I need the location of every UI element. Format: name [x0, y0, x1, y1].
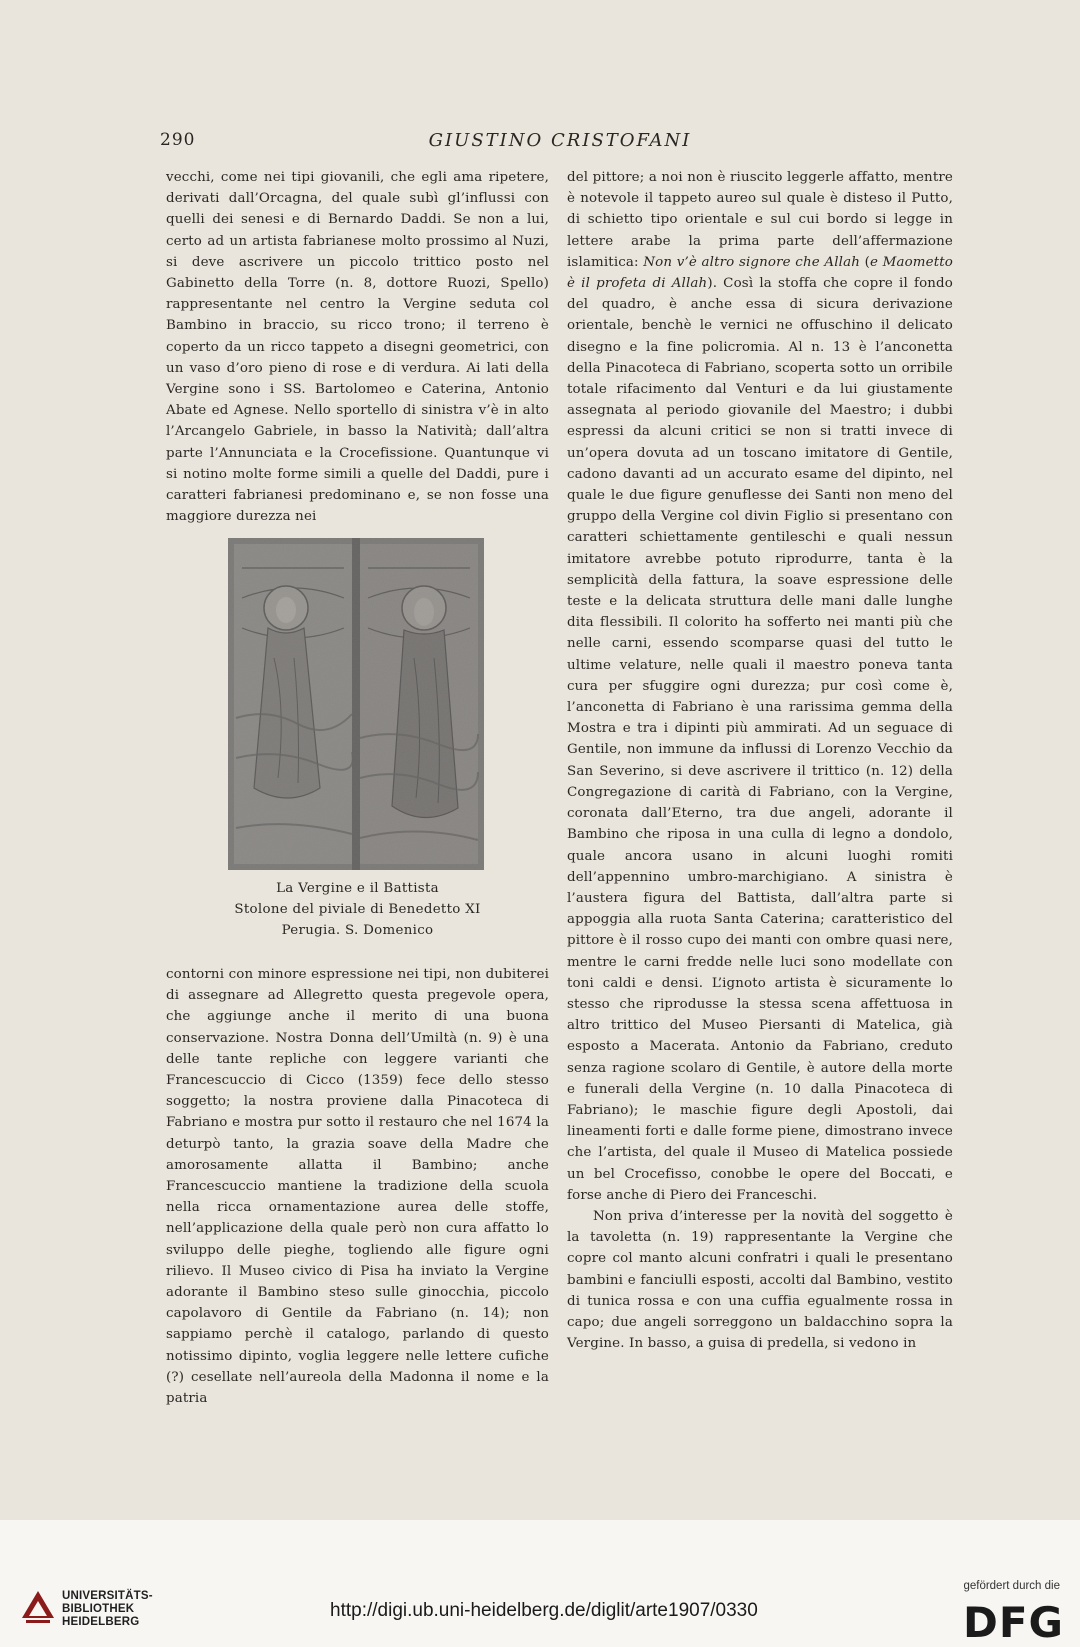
library-name [62, 1590, 153, 1629]
caption-line-title: La Vergine e il Battista [276, 881, 439, 896]
italic-quote: Non v’è altro signore che Allah [643, 254, 860, 270]
right-column [567, 167, 953, 1354]
embroidered-stole-image [228, 538, 484, 870]
dfg-logo: DFG [962, 1598, 1064, 1647]
caption-line-object: Stolone del piviale di Benedetto XI [234, 902, 481, 918]
caption-line-location: Perugia. S. Domenico [281, 923, 434, 939]
page-number: 290 [160, 130, 196, 150]
paragraph-right-2: Non priva d’interesse per la novità del soggetto è la tavoletta (n. 19) rappresentante la Vergine che copre col manto alcuni confratri i quali le presentano bambini e fanciulli esposti, accolti dal Bambino, vestito di tunica rossa e con una cuffia egualmente rossa in capo; due angeli sorreggono un baldacchino sopra la Vergine. In basso, a guisa di predella, si vedono in [567, 1208, 953, 1352]
permalink-url[interactable]: http://digi.ub.uni-heidelberg.de/diglit/arte1907/0330 [330, 1600, 758, 1621]
running-head: GIUSTINO CRISTOFANI [428, 130, 692, 151]
university-library-logo-icon [18, 1588, 58, 1628]
figure-image [228, 538, 484, 870]
digitization-footer [0, 1520, 1080, 1647]
library-name-line: BIBLIOTHEK [62, 1603, 135, 1615]
paragraph-left-top: vecchi, come nei tipi giovanili, che egli ama ripetere, derivati dall’Orcagna, del quale subì gl’influssi con quelli dei senesi e di Bernardo Daddi. Se non a lui, certo ad un artista fabrianese molto prossimo al Nuzi, si deve ascrivere un piccolo trittico posto nel Gabinetto della Torre (n. 8, dottore Ruozi, Spello) rappresentante nel centro la Vergine seduta col Bambino in braccio, su ricco trono; il terreno è coperto da un ricco tappeto a disegni geometrici, con un vaso d’oro pieno di rose e di verdura. Ai lati della Vergine sono i SS. Bartolomeo e Caterina, Antonio Abate ed Agnese. Nello sportello di sinistra v’è in alto l’Arcangelo Gabriele, in basso la Natività; dall’altra parte l’Annunciata e la Crocefissione. Quantunque vi si notino molte forme simili a quelle del Daddi, pure i caratteri fabrianesi predominano e, se non fosse una maggiore durezza nei [166, 170, 549, 525]
left-column-bottom [166, 964, 549, 1409]
text-segment: ( [859, 254, 870, 270]
page-header [160, 130, 960, 154]
text-segment: ). Così la stoffa che copre il fondo del quadro, è anche essa di sicura derivazione orientale, benchè le vernici ne offuschino il delicato disegno e la fine policromia. Al n. 13 è l’anconetta della Pinacoteca di Fabriano, scoperta sotto un orribile totale rifacimento dal Venturi e da lui giustamente assegnata al periodo giovanile del Maestro; i dubbi espressi da alcuni critici se non si tratti invece di un’opera dovuta ad un toscano imitatore di Gentile, cadono davanti ad un accurato esame del dipinto, nel quale le due figure genuflesse dei Santi non meno del gruppo della Vergine col divin Figlio si presentano con caratteri schiettamente gentileschi e quali nessun imitatore avrebbe potuto riprodurre, tanta è la semplicità della fattura, la soave espressione delle teste e la delicata struttura delle mani dalle lunghe dita flessibili. Il colorito ha sofferto nei manti più che nelle carni, essendo scomparse quasi del tutto le ultime velature, nelle quali il maestro poneva tanta cura per sfuggire ogni durezza; pur così come è, l’anconetta di Fabriano è una rarissima gemma della Mostra e tra i dipinti più ammirati. Ad un seguace di Gentile, non immune da influssi di Lorenzo Vecchio da San Severino, si deve ascrivere il trittico (n. 12) della Congregazione di carità di Fabriano, con la Vergine, coronata dall’Eterno, tra due angeli, adorante il Bambino che riposa in una culla di legno a dondolo, quale ancora usano in alcuni luoghi romiti dell’appennino umbro-marchigiano. A sinistra è l’austera figura del Battista, dall’altra parte si appoggia alla ruota Santa Caterina; caratteristico del pittore è il rosso cupo dei manti con ombre quasi nere, mentre le carni fredde nelle luci sono modellate con toni caldi e densi. L’ignoto artista è sicuramente lo stesso che riprodusse la stessa scena affettuosa in altro trittico del Museo Piersanti di Matelica, già esposto a Macerata. Antonio da Fabriano, creduto senza ragione scolaro di Gentile, è autore della morte e funerali della Vergine (n. 10 dalla Pinacoteca di Fabriano); le maschie figure degli Apostoli, dai lineamenti forti e dalle forme piene, dimostrano invece che l’artista, del quale il Museo di Matelica possiede un bel Crocefisso, conobbe le opere del Boccati, e forse anche di Piero dei Franceschi. [567, 276, 953, 1203]
sponsor-label: gefördert durch die [963, 1580, 1060, 1592]
library-name-line: UNIVERSITÄTS- [62, 1590, 153, 1602]
italic-quote: e Maometto è il profeta di Allah [567, 254, 953, 292]
paragraph-right-1 [567, 167, 953, 1206]
figure-caption [166, 878, 549, 942]
paragraph-left-bottom: contorni con minore espressione nei tipi, non dubiterei di assegnare ad Allegretto questa pregevole opera, che aggiunge anche il merito di una buona conservazione. Nostra Donna dell’Umiltà (n. 9) è una delle tante repliche con leggere varianti che Francescuccio di Cicco (1359) fece dello stesso soggetto; la nostra proviene dalla Pinacoteca di Fabriano e mostra pur sotto il restauro che nel 1674 la deturpò tanto, la grazia soave della Madre che amorosamente allatta il Bambino; anche Francescuccio mantiene la tradizione della scuola nella ricca ornamentazione aurea delle stoffe, nell’applicazione della quale però non cura affatto lo sviluppo delle pieghe, togliendo alle figure ogni rilievo. Il Museo civico di Pisa ha inviato la Vergine adorante il Bambino steso sulle ginocchia, piccolo capolavoro di Gentile da Fabriano (n. 14); non sappiamo perchè il catalogo, parlando di questo notissimo dipinto, voglia leggere nelle lettere cufiche (?) cesellate nell’aureola della Madonna il nome e la patria [166, 967, 549, 1407]
left-column-top [166, 167, 549, 527]
library-name-line: HEIDELBERG [62, 1616, 140, 1628]
text-segment: del pittore; a noi non è riuscito leggerle affatto, mentre è notevole il tappeto aureo sul quale è disteso il Putto, di schietto tipo orientale e sul cui bordo si legge in lettere arabe la prima parte dell’affermazione islamitica: [567, 170, 953, 270]
